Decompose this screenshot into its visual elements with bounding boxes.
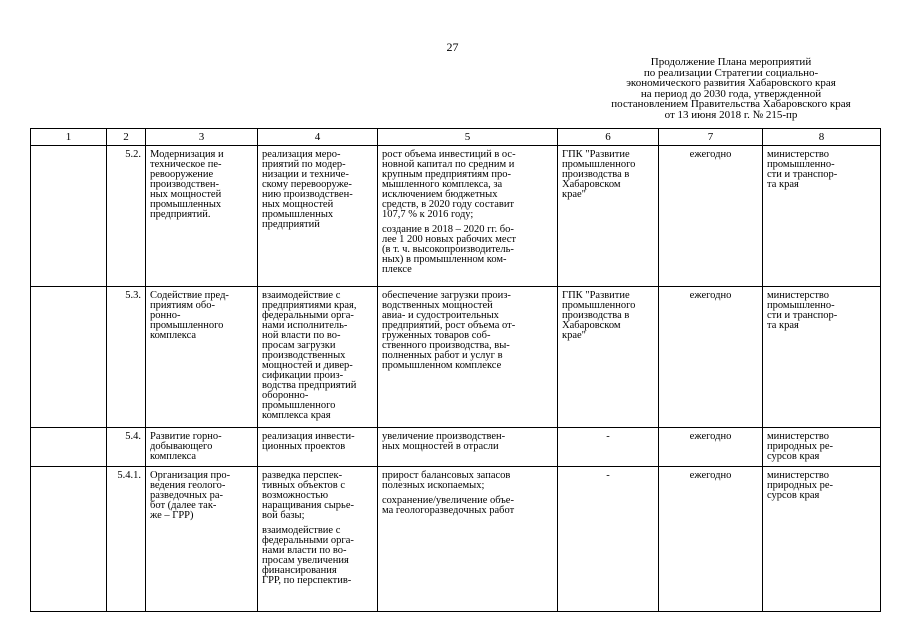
cell-text-line: комплекса (150, 330, 197, 341)
cell-text-line: взаимодействие с (262, 290, 341, 301)
cell-measures (258, 146, 378, 287)
cell-item-name (146, 287, 258, 428)
cell-text-line: 107,7 % к 2016 году; (382, 209, 474, 220)
cell-text-line: ционных проектов (262, 441, 346, 452)
cell-program (558, 146, 659, 287)
cell-text-line: сохранение/увеличение объе- (382, 495, 514, 506)
cell-text-line: Хабаровском (562, 320, 621, 331)
cell-text-line: комплекса края (262, 410, 331, 421)
cell-text-line: Развитие горно- (150, 431, 222, 442)
cell-text-line: ных мощностей (262, 199, 334, 210)
cell-item-number: 5.3. (107, 287, 146, 428)
column-header: 7 (659, 129, 763, 146)
cell-text-line: груженных товаров соб- (382, 330, 491, 341)
cell-text-line: наращивания сырье- (262, 500, 354, 511)
cell-text-line: нию производствен- (262, 189, 353, 200)
cell-text-line: нами власти по во- (262, 545, 347, 556)
cell-text-line: ГПК "Развитие (562, 149, 630, 160)
cell-text-line: министерство (767, 290, 830, 301)
cell-paragraph (382, 471, 553, 491)
page-number: 27 (446, 40, 459, 54)
header-line: на период до 2030 года, утвержденной (640, 87, 822, 100)
cell-text-line: Модернизация и (150, 149, 224, 160)
cell-text-line: сификации произ- (262, 370, 344, 381)
cell-paragraph (382, 291, 553, 371)
column-header: 4 (258, 129, 378, 146)
cell-paragraph (382, 496, 553, 516)
cell-text-line: ма геологоразведочных работ (382, 505, 515, 516)
cell-text-line: комплекса (150, 451, 197, 462)
cell-text-line: взаимодействие с (262, 525, 341, 536)
cell-text-line: средств, в 2020 году составит (382, 199, 515, 210)
header-line: Продолжение Плана мероприятий (650, 56, 812, 68)
cell-text-line: ведения геолого- (150, 480, 226, 491)
cell-term: ежегодно (659, 146, 763, 287)
cell-item-number: 5.4.1. (107, 467, 146, 612)
cell-paragraph (262, 471, 373, 521)
cell-text-line: мышленного комплекса, за (382, 179, 503, 190)
cell-text-line: сти и транспор- (767, 310, 838, 321)
column-header: 6 (558, 129, 659, 146)
cell-results (378, 287, 558, 428)
cell-text-line: та края (767, 320, 799, 331)
cell-text-line: приятиям обо- (150, 300, 215, 311)
cell-text-line: промышленного (150, 320, 224, 331)
cell-text-line: нами исполнитель- (262, 320, 348, 331)
table-row (31, 467, 881, 612)
cell-text-line: Содействие пред- (150, 290, 229, 301)
cell-term: ежегодно (659, 467, 763, 612)
column-header: 5 (378, 129, 558, 146)
table-row (31, 287, 881, 428)
cell-text-line: промышленно- (767, 300, 835, 311)
cell-measures (258, 467, 378, 612)
cell-results (378, 428, 558, 467)
table-row (31, 146, 881, 287)
cell-text-line: производства в (562, 310, 630, 321)
cell-text-line: предприятий, рост объема от- (382, 320, 516, 331)
plan-table (30, 128, 881, 612)
cell-text-line: (в т. ч. высокопроизводитель- (382, 244, 514, 255)
cell-item-name (146, 467, 258, 612)
cell-text-line: предприятий (262, 219, 320, 230)
cell-text-line: добывающего (150, 441, 213, 452)
cell-text-line: производства в (562, 169, 630, 180)
cell-results (378, 467, 558, 612)
cell-text-line: министерство (767, 470, 830, 481)
cell-item-name (146, 428, 258, 467)
cell-paragraph (262, 291, 373, 421)
cell-text-line: ревооружение (150, 169, 214, 180)
cell-text-line: Организация про- (150, 470, 231, 481)
cell-text-line: реализация меро- (262, 149, 341, 160)
cell-text-line: лее 1 200 новых рабочих мест (382, 234, 517, 245)
cell-paragraph (382, 432, 553, 452)
column-header: 1 (31, 129, 107, 146)
cell-col1 (31, 467, 107, 612)
cell-term: ежегодно (659, 428, 763, 467)
cell-paragraph (262, 432, 373, 452)
cell-text-line: промышленного (562, 159, 636, 170)
cell-paragraph (382, 150, 553, 220)
cell-text-line: природных ре- (767, 441, 833, 452)
column-header: 3 (146, 129, 258, 146)
cell-text-line: исключением бюджетных (382, 189, 498, 200)
cell-text-line: мощностей и дивер- (262, 360, 353, 371)
header-line: экономического развития Хабаровского края (626, 77, 836, 90)
cell-text-line: вой базы; (262, 510, 305, 521)
cell-text-line: федеральными орга- (262, 310, 354, 321)
cell-program (558, 428, 659, 467)
cell-text-line: промышленном комплексе (382, 360, 502, 371)
cell-item-number: 5.2. (107, 146, 146, 287)
cell-text-line: сти и транспор- (767, 169, 838, 180)
cell-text-line: ных) в промышленном ком- (382, 254, 507, 265)
column-header: 2 (107, 129, 146, 146)
header-line: от 13 июня 2018 г. № 215-пр (664, 108, 798, 121)
cell-text-line: предприятиями края, (262, 300, 357, 311)
cell-paragraph (382, 225, 553, 275)
cell-text-line: ронно- (150, 310, 181, 321)
cell-text-line: та края (767, 179, 799, 190)
cell-text-line: предприятий. (150, 209, 211, 220)
table-row (31, 428, 881, 467)
cell-text-line: сурсов края (767, 451, 820, 462)
header-line: по реализации Стратегии социально- (643, 66, 819, 79)
cell-text-line: крае" (562, 330, 586, 341)
cell-text-line: реализация инвести- (262, 431, 355, 442)
cell-text-line: же – ГРР) (150, 510, 194, 521)
document-header (591, 57, 871, 121)
cell-program (558, 287, 659, 428)
cell-col1 (31, 287, 107, 428)
cell-text-line: ГПК "Развитие (562, 290, 630, 301)
cell-program (558, 467, 659, 612)
cell-term: ежегодно (659, 287, 763, 428)
header-line: постановлением Правительства Хабаровского края (611, 98, 851, 111)
cell-text-line: обеспечение загрузки произ- (382, 290, 511, 301)
cell-text-line: приятий по модер- (262, 159, 346, 170)
column-number-row (31, 129, 881, 146)
cell-measures (258, 428, 378, 467)
cell-results (378, 146, 558, 287)
cell-text-line: ственного производства, вы- (382, 340, 510, 351)
cell-text-line: возможностью (262, 490, 329, 501)
cell-text-line: низации и техниче- (262, 169, 349, 180)
cell-text-line: финансирования (262, 565, 337, 576)
cell-text-line: водства предприятий (262, 380, 357, 391)
cell-text-line: увеличение производствен- (382, 431, 506, 442)
cell-text-line: авиа- и судостроительных (382, 310, 499, 321)
cell-text-line: просам увеличения (262, 555, 349, 566)
cell-text-line: прирост балансовых запасов (382, 470, 511, 481)
cell-text-line: - (606, 470, 610, 481)
cell-text-line: производственных (262, 350, 346, 361)
cell-text-line: промышленных (262, 209, 334, 220)
cell-text-line: крае" (562, 189, 586, 200)
cell-text-line: новной капитал по средним и (382, 159, 515, 170)
cell-text-line: ГРР, по перспектив- (262, 575, 352, 586)
cell-text-line: скому перевооруже- (262, 179, 352, 190)
cell-item-number: 5.4. (107, 428, 146, 467)
cell-text-line: промышленно- (767, 159, 835, 170)
cell-text-line: природных ре- (767, 480, 833, 491)
cell-measures (258, 287, 378, 428)
cell-text-line: полезных ископаемых; (382, 480, 485, 491)
cell-text-line: разведка перспек- (262, 470, 343, 481)
cell-text-line: министерство (767, 431, 830, 442)
cell-text-line: водственных мощностей (382, 300, 493, 311)
cell-text-line: техническое пе- (150, 159, 222, 170)
cell-text-line: министерство (767, 149, 830, 160)
cell-executor (763, 467, 881, 612)
cell-text-line: ных мощностей в отрасли (382, 441, 499, 452)
cell-text-line: бот (далее так- (150, 500, 217, 511)
cell-text-line: просам загрузки (262, 340, 336, 351)
cell-text-line: разведочных ра- (150, 490, 224, 501)
cell-executor (763, 287, 881, 428)
cell-text-line: федеральными орга- (262, 535, 354, 546)
cell-col1 (31, 428, 107, 467)
cell-executor (763, 428, 881, 467)
cell-text-line: крупным предприятиям про- (382, 169, 511, 180)
cell-text-line: ной власти по во- (262, 330, 341, 341)
cell-executor (763, 146, 881, 287)
cell-text-line: создание в 2018 – 2020 гг. бо- (382, 224, 514, 235)
cell-paragraph (262, 150, 373, 230)
cell-text-line: сурсов края (767, 490, 820, 501)
cell-text-line: промышленного (262, 400, 336, 411)
cell-text-line: рост объема инвестиций в ос- (382, 149, 516, 160)
column-header: 8 (763, 129, 881, 146)
cell-text-line: промышленного (562, 300, 636, 311)
cell-text-line: плексе (382, 264, 412, 275)
cell-item-name (146, 146, 258, 287)
cell-text-line: - (606, 431, 610, 442)
cell-text-line: ных мощностей (150, 189, 222, 200)
cell-text-line: тивных объектов с (262, 480, 346, 491)
cell-paragraph (262, 526, 373, 586)
cell-text-line: Хабаровском (562, 179, 621, 190)
cell-text-line: промышленных (150, 199, 222, 210)
cell-text-line: полненных работ и услуг в (382, 350, 503, 361)
cell-text-line: производствен- (150, 179, 219, 190)
cell-text-line: оборонно- (262, 390, 309, 401)
cell-col1 (31, 146, 107, 287)
